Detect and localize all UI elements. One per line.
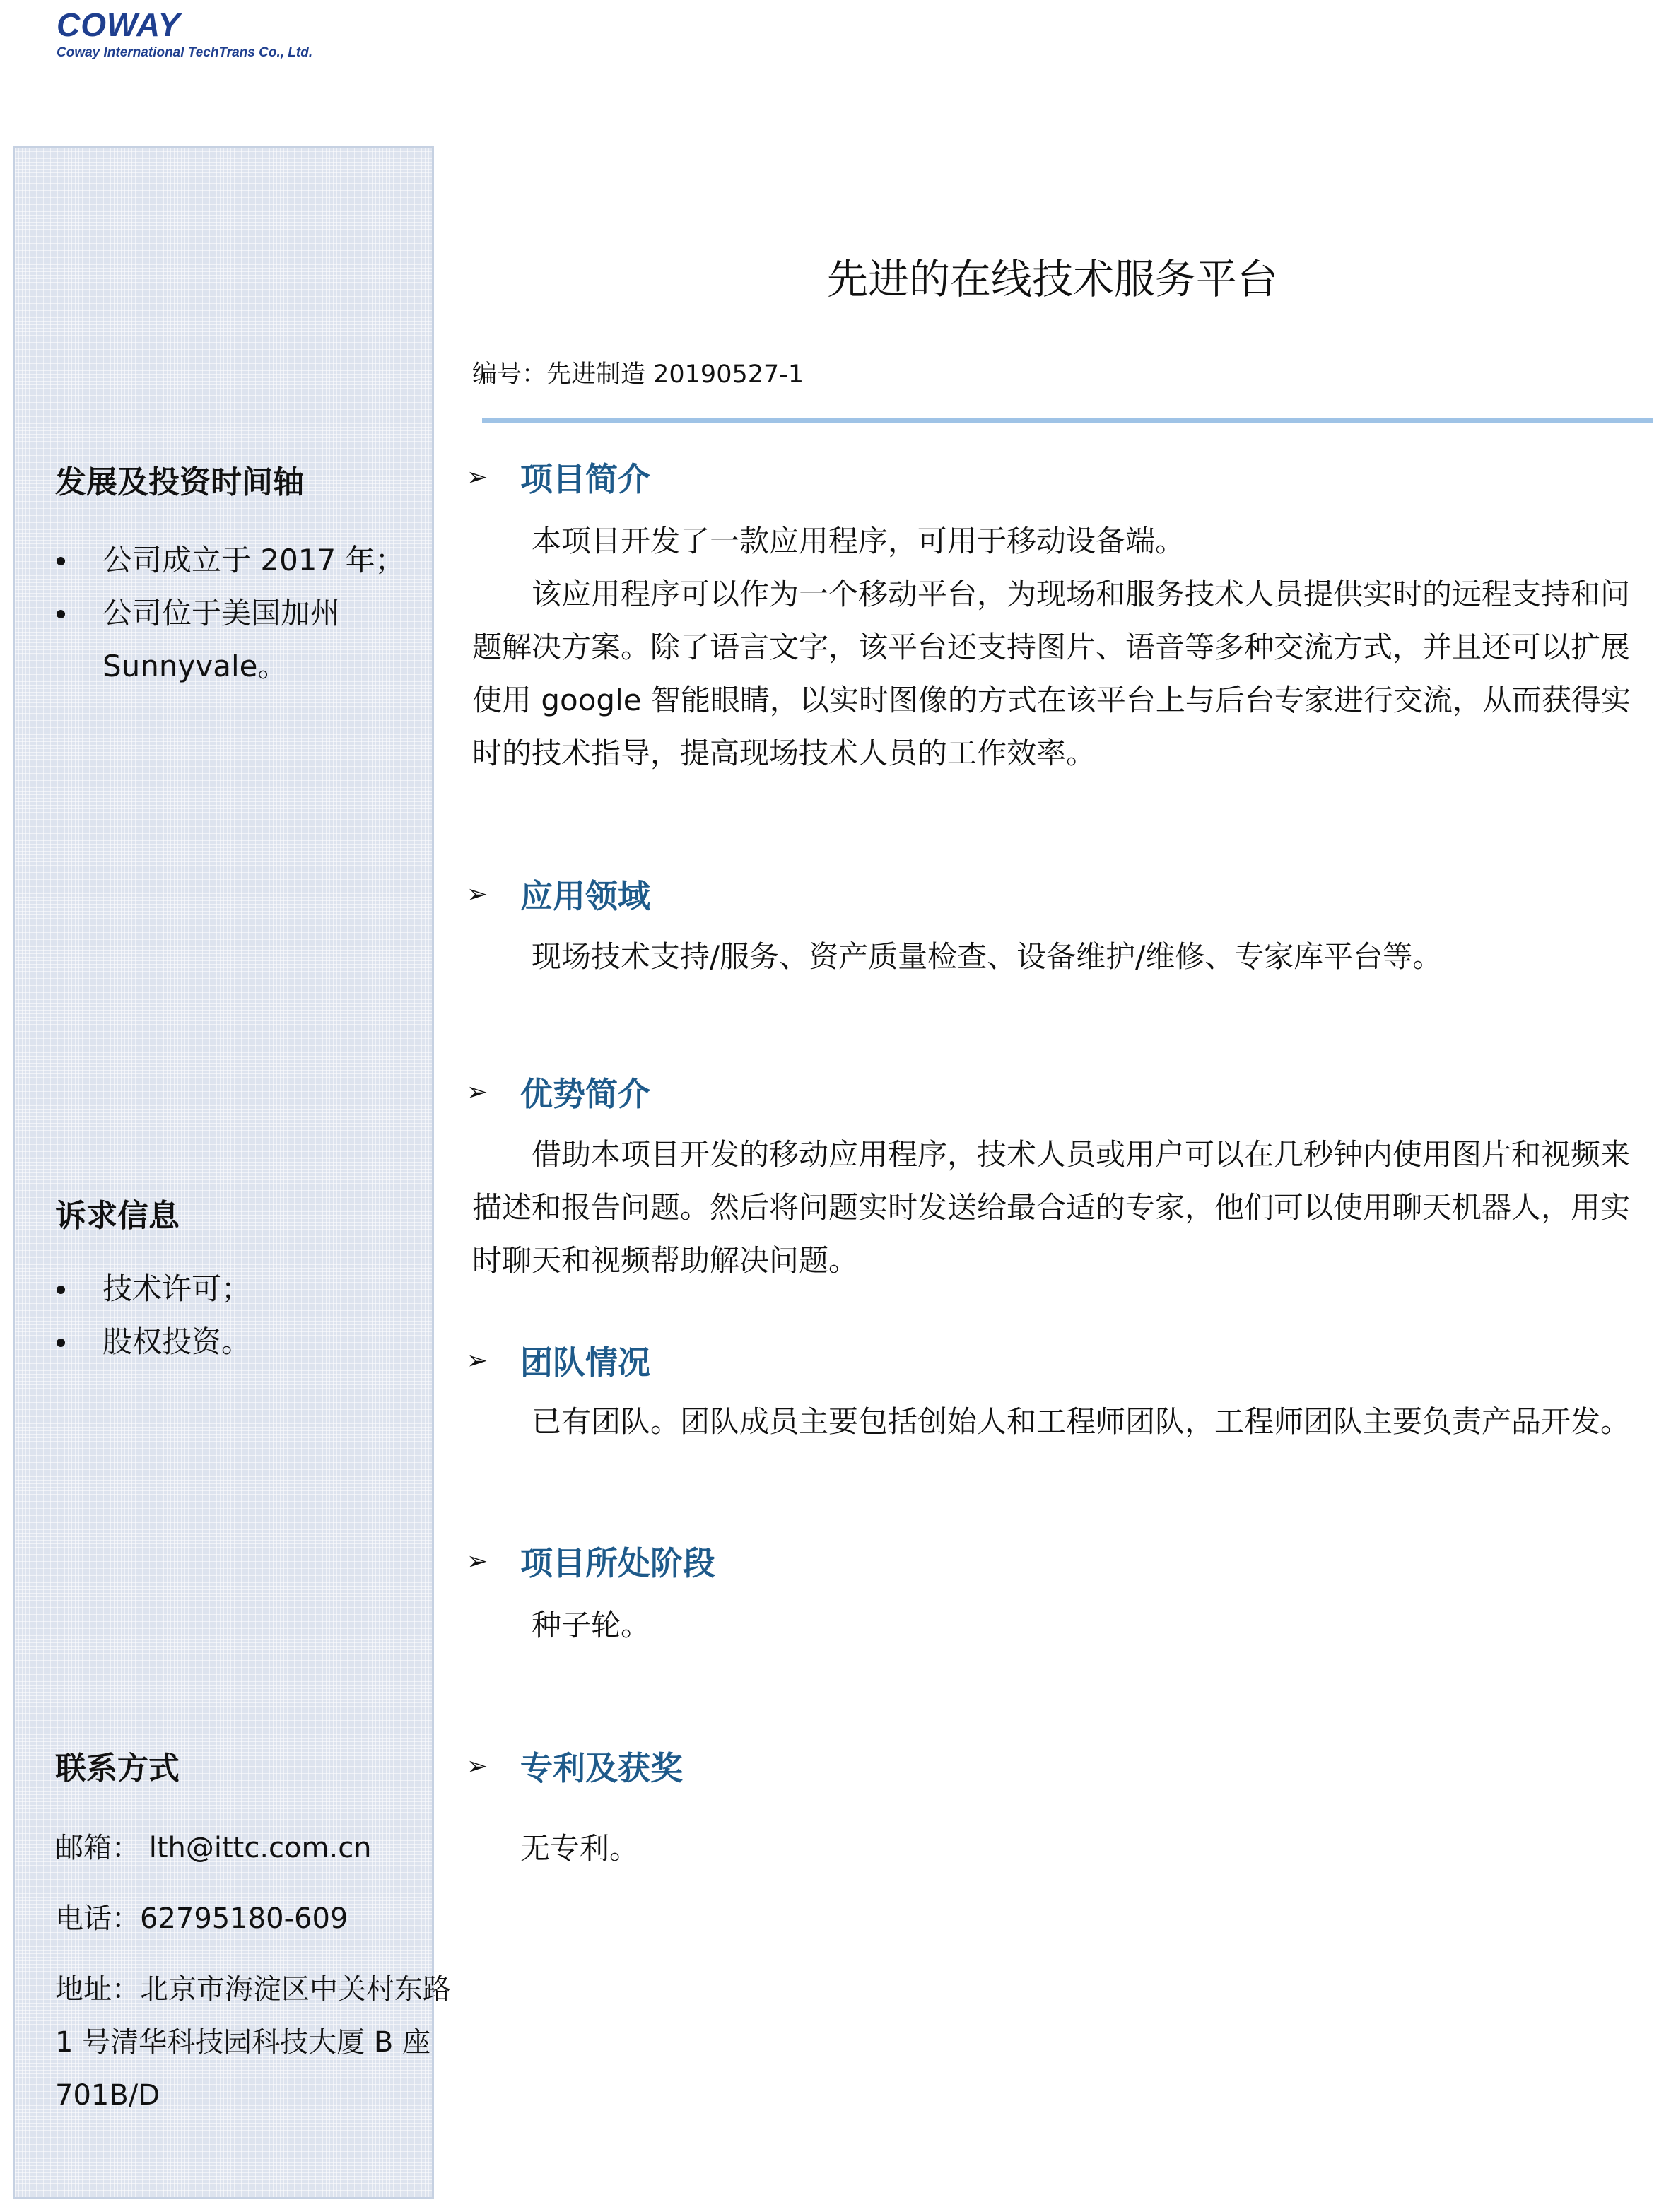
arrowhead-icon: ➢	[467, 1751, 488, 1781]
section-advantages-paragraph: 借助本项目开发的移动应用程序，技术人员或用户可以在几秒钟内使用图片和视频来描述和报告问题。然后将问题实时发送给最合适的专家，他们可以使用聊天机器人，用实时聊天和视频帮助解决问题。	[472, 1137, 1631, 1278]
arrowhead-icon: ➢	[467, 1346, 488, 1375]
demands-list	[0, 1262, 456, 1368]
contact-address-line-1: 地址：北京市海淀区中关村东路	[55, 1973, 451, 2006]
header-divider	[482, 418, 1653, 423]
section-stage-paragraph: 种子轮。	[532, 1608, 651, 1642]
contact-address-line-3: 701B/D	[55, 2079, 160, 2112]
arrowhead-icon: ➢	[467, 1077, 488, 1107]
section-heading-advantages: ➢ 优势简介	[467, 1075, 650, 1113]
arrowhead-icon: ➢	[467, 1546, 488, 1576]
list-item: 公司位于美国加州 Sunnyvale。	[0, 587, 456, 693]
arrowhead-icon: ➢	[467, 879, 488, 909]
logo-wordmark: COWAY	[57, 6, 181, 43]
section-application-paragraph: 现场技术支持/服务、资产质量检查、设备维护/维修、专家库平台等。	[532, 939, 1443, 974]
section-patents-paragraph: 无专利。	[520, 1831, 640, 1866]
section-heading-patents: ➢ 专利及获奖	[467, 1749, 683, 1787]
contact-phone: 电话：62795180-609	[55, 1902, 348, 1935]
timeline-list	[0, 534, 456, 693]
section-heading-application: ➢ 应用领域	[467, 877, 650, 915]
company-logo	[57, 6, 368, 62]
section-heading-team: ➢ 团队情况	[467, 1343, 650, 1382]
section-heading-stage: ➢ 项目所处阶段	[467, 1544, 715, 1582]
timeline-heading: 发展及投资时间轴	[55, 464, 304, 500]
list-item: 股权投资。	[0, 1315, 456, 1368]
list-item: 技术许可；	[0, 1262, 456, 1315]
section-team-paragraph: 已有团队。团队成员主要包括创始人和工程师团队，工程师团队主要负责产品开发。	[532, 1404, 1631, 1439]
section-heading-intro: ➢ 项目简介	[467, 460, 650, 498]
demands-heading: 诉求信息	[55, 1198, 180, 1234]
page-title: 先进的在线技术服务平台	[826, 255, 1278, 303]
list-item: 公司成立于 2017 年；	[0, 534, 456, 587]
arrowhead-icon: ➢	[467, 462, 488, 492]
contact-email[interactable]: 邮箱： lth@ittc.com.cn	[55, 1832, 372, 1864]
logo-subtitle: Coway International TechTrans Co., Ltd.	[57, 45, 313, 60]
document-serial: 编号：先进制造 20190527-1	[472, 360, 804, 389]
info-sidebar	[13, 146, 434, 2199]
contact-heading: 联系方式	[55, 1751, 180, 1787]
section-intro-paragraph-2: 该应用程序可以作为一个移动平台，为现场和服务技术人员提供实时的远程支持和问题解决方案。除了语言文字，该平台还支持图片、语音等多种交流方式，并且还可以扩展使用 google 智能眼睛，以实时图像的方式在该平台上与后台专家进行交流，从而获得实时的技术指导，提高现场技术人员的工作效率。	[472, 577, 1631, 770]
contact-address-line-2: 1 号清华科技园科技大厦 B 座	[55, 2026, 431, 2059]
section-intro-paragraph-1: 本项目开发了一款应用程序，可用于移动设备端。	[532, 524, 1185, 558]
